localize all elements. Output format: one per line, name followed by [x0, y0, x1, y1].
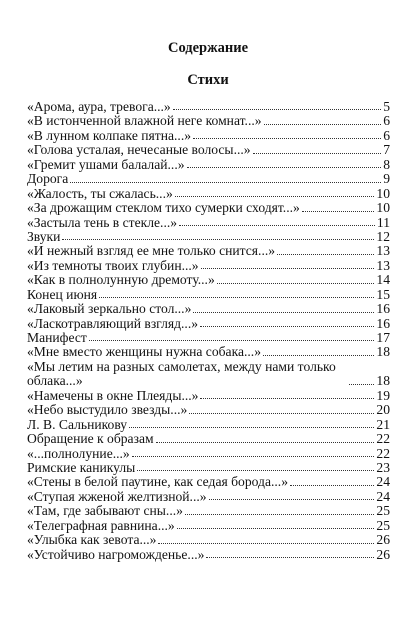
dot-leader — [70, 182, 381, 183]
dot-leader — [263, 355, 374, 356]
toc-entry-page-number: 14 — [376, 272, 390, 288]
toc-entry-page-number: 16 — [376, 315, 390, 331]
toc-entry-page-number: 24 — [376, 474, 390, 490]
toc-entry-page-number: 23 — [376, 459, 390, 475]
dot-leader — [137, 470, 374, 471]
toc-entry-title: «Телеграфная равнина...» — [27, 517, 175, 533]
dot-leader — [158, 543, 374, 544]
toc-entry-page-number: 5 — [383, 99, 390, 114]
toc-entry-page-number: 13 — [376, 243, 390, 259]
toc-entry-page-number: 6 — [383, 127, 390, 143]
toc-entry-title: «Улыбка как зевота...» — [27, 532, 157, 548]
toc-entry — [27, 403, 390, 417]
toc-entry — [27, 504, 390, 518]
section-title: Стихи — [187, 72, 229, 88]
dot-leader — [209, 499, 375, 500]
toc-entry-title: Звуки — [27, 228, 61, 244]
toc-entry — [27, 273, 390, 287]
dot-leader — [193, 312, 374, 313]
toc-entry-title: Обращение к образам — [27, 431, 154, 447]
toc-entry — [27, 187, 390, 201]
dot-leader — [253, 153, 382, 154]
toc-entry-title: «В лунном колпаке пятна...» — [27, 127, 192, 143]
toc-entry-title: «Мы летим на разных самолетах, между нами только облака...» — [27, 358, 336, 389]
toc-entry-title: «Небо выстудило звезды...» — [27, 402, 188, 418]
toc-entry — [27, 447, 390, 461]
toc-entry-page-number: 21 — [376, 416, 390, 432]
toc-entry-page-number: 18 — [376, 344, 390, 360]
toc-entry-page-number: 25 — [376, 517, 390, 533]
dot-leader — [175, 196, 375, 197]
toc-entry-page-number: 25 — [376, 503, 390, 519]
dot-leader — [201, 268, 375, 269]
toc-entry — [27, 259, 390, 273]
toc-entry-title: «Ласкотравляющий взгляд...» — [27, 315, 199, 331]
dot-leader — [187, 167, 382, 168]
dot-leader — [277, 254, 374, 255]
toc-entry — [27, 244, 390, 258]
dot-leader — [193, 138, 381, 139]
toc-entry-page-number: 18 — [376, 373, 390, 389]
toc-entry-page-number: 15 — [376, 286, 390, 302]
toc-entry-title: Конец июня — [27, 286, 98, 302]
dot-leader — [132, 456, 375, 457]
toc-entry-page-number: 10 — [376, 185, 390, 201]
toc-entry — [27, 490, 390, 504]
toc-entry — [27, 533, 390, 547]
toc-entry-title: «Мне вместо женщины нужна собака...» — [27, 344, 262, 360]
toc-entry-title: «Устойчиво нагроможденье...» — [27, 546, 205, 562]
toc-entry-page-number: 26 — [376, 532, 390, 548]
toc-entry — [27, 143, 390, 157]
dot-leader — [302, 211, 375, 212]
toc-entry-page-number: 10 — [376, 200, 390, 216]
dot-leader — [89, 340, 375, 341]
dot-leader — [62, 239, 374, 240]
toc-entry — [27, 418, 390, 432]
toc-entry-page-number: 9 — [383, 171, 390, 187]
toc-entry — [27, 317, 390, 331]
toc-entry — [27, 172, 390, 186]
toc-entry-page-number: 12 — [376, 228, 390, 244]
toc-entry-title: «Намечены в окне Плеяды...» — [27, 387, 199, 403]
toc-entry-page-number: 11 — [376, 214, 390, 230]
toc-entry-title: «Из темноты твоих глубин...» — [27, 257, 199, 273]
dot-leader — [217, 283, 375, 284]
dot-leader — [200, 326, 374, 327]
toc-entry-title: «Арома, аура, тревога...» — [27, 99, 171, 114]
toc-entry-title: «За дрожащим стеклом тихо сумерки сходят...» — [27, 200, 300, 216]
toc-entry-page-number: 6 — [383, 113, 390, 129]
toc-entry-title: «Лаковый зеркально стол...» — [27, 301, 192, 317]
dot-leader — [185, 514, 374, 515]
toc-entry-title: «В истонченной влажной неге комнат...» — [27, 113, 262, 129]
toc-entry-title: «И нежный взгляд ее мне только снится...» — [27, 243, 276, 259]
toc-entry — [27, 475, 390, 489]
toc-entry-page-number: 17 — [376, 330, 390, 345]
toc-entry-title: «Жалость, ты сжалась...» — [27, 185, 173, 201]
toc-entry-page-number: 22 — [376, 445, 390, 461]
toc-entry — [27, 230, 390, 244]
toc-entry-page-number: 22 — [376, 431, 390, 447]
toc-entry-title: «Как в полнолунную дремоту...» — [27, 272, 215, 288]
dot-leader — [129, 427, 374, 428]
toc-entry — [27, 360, 390, 389]
toc-entry-title: Дорога — [27, 171, 69, 187]
toc-entry-page-number: 13 — [376, 257, 390, 273]
toc-entry-title: «Ступая жженой желтизной...» — [27, 488, 207, 504]
toc-entry — [27, 302, 390, 316]
dot-leader — [200, 398, 374, 399]
toc-entry — [27, 288, 390, 302]
toc-entry — [27, 331, 390, 345]
dot-leader — [206, 557, 374, 558]
toc-entry — [27, 100, 390, 114]
toc-entry — [27, 389, 390, 403]
toc-entry-title: «...полнолуние...» — [27, 445, 130, 461]
toc-entry-page-number: 24 — [376, 488, 390, 504]
toc-entry — [27, 432, 390, 446]
toc-entry — [27, 461, 390, 475]
toc-entry — [27, 129, 390, 143]
dot-leader — [173, 109, 381, 110]
toc-entry — [27, 114, 390, 128]
dot-leader — [264, 124, 382, 125]
toc-entry-page-number: 16 — [376, 301, 390, 317]
toc-entry-title: «Застыла тень в стекле...» — [27, 214, 178, 230]
dot-leader — [156, 442, 375, 443]
toc-entry-title: «Там, где забывают сны...» — [27, 503, 183, 519]
toc-entry-page-number: 26 — [376, 546, 390, 562]
toc-entry — [27, 216, 390, 230]
toc-entry — [27, 519, 390, 533]
toc-entry-page-number: 8 — [383, 156, 390, 172]
toc-entry — [27, 158, 390, 172]
dot-leader — [179, 225, 375, 226]
toc-entry-page-number: 7 — [383, 142, 390, 158]
toc-entry-page-number: 20 — [376, 402, 390, 418]
dot-leader — [177, 528, 375, 529]
toc-entry — [27, 345, 390, 359]
toc-entry-title: «Гремит ушами балалай...» — [27, 156, 185, 172]
dot-leader — [290, 485, 374, 486]
toc-entry-page-number: 19 — [376, 387, 390, 403]
dot-leader — [99, 297, 374, 298]
toc-entry-title: Римские каникулы — [27, 459, 136, 475]
table-of-contents — [27, 100, 390, 562]
toc-entry-title: «Стены в белой паутине, как седая борода...» — [27, 474, 288, 490]
page-title: Содержание — [167, 40, 249, 56]
toc-entry-title: Л. В. Сальникову — [27, 416, 128, 432]
toc-entry-title: «Голова усталая, нечесаные волосы...» — [27, 142, 251, 158]
dot-leader — [349, 384, 374, 385]
dot-leader — [189, 413, 374, 414]
toc-entry-title: Манифест — [27, 330, 87, 345]
toc-entry — [27, 548, 390, 562]
toc-entry — [27, 201, 390, 215]
